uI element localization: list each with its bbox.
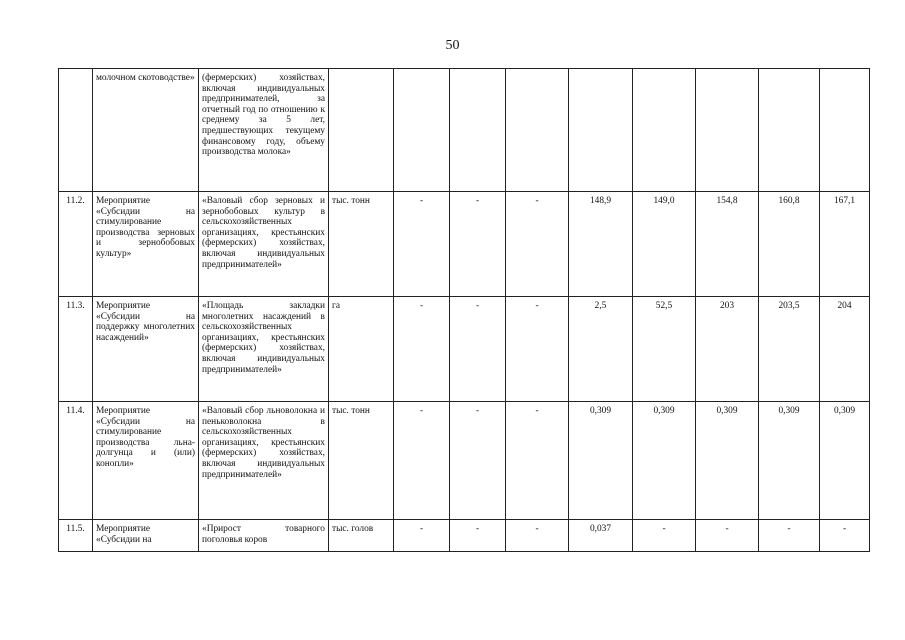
value-cell: 160,8 [759,192,820,297]
value-cell: 203,5 [759,297,820,402]
value-cell: 203 [696,297,759,402]
value-cell: - [506,192,569,297]
indicators-table [58,68,870,552]
value-cell [633,69,696,192]
indicator-name: «Валовый сбор зерновых и зернобобовых культур в сельскохозяйственных организациях, крестьянских (фермерских) хозяйствах, включая индивидуальных предпринимателей» [199,192,329,297]
measure-name: Мероприятие «Субсидии на стимулирование производства зерновых и зернобобовых культур» [93,192,199,297]
indicator-name: (фермерских) хозяйствах, включая индивидуальных предпринимателей, за отчетный год по отношению к среднему за 5 лет, предшествующих текущему финансовому году, объему производства молока» [199,69,329,192]
table-row [59,402,870,520]
value-cell: - [506,402,569,520]
row-number [59,69,93,192]
value-cell: 154,8 [696,192,759,297]
unit-of-measure: га [329,297,394,402]
value-cell: - [696,520,759,552]
value-cell: 0,309 [569,402,633,520]
value-cell: - [450,520,506,552]
value-cell: - [450,402,506,520]
value-cell: 52,5 [633,297,696,402]
value-cell [820,69,870,192]
indicator-name: «Прирост товарного поголовья коров [199,520,329,552]
value-cell: - [633,520,696,552]
value-cell: 0,309 [820,402,870,520]
value-cell: - [394,297,450,402]
value-cell: 204 [820,297,870,402]
unit-of-measure: тыс. голов [329,520,394,552]
table-row [59,520,870,552]
row-number: 11.2. [59,192,93,297]
value-cell [450,69,506,192]
value-cell: 149,0 [633,192,696,297]
value-cell [394,69,450,192]
unit-of-measure: тыс. тонн [329,192,394,297]
value-cell: - [394,192,450,297]
value-cell: - [394,402,450,520]
value-cell [696,69,759,192]
table-row [59,192,870,297]
value-cell [569,69,633,192]
indicator-name: «Валовый сбор льноволокна и пеньковолокна в сельскохозяйственных организациях, крестьянских (фермерских) хозяйствах, включая индивидуальных предпринимателей» [199,402,329,520]
value-cell: - [450,297,506,402]
unit-of-measure: тыс. тонн [329,402,394,520]
value-cell: 0,309 [696,402,759,520]
measure-name: Мероприятие «Субсидии на поддержку многолетних насаждений» [93,297,199,402]
value-cell: 167,1 [820,192,870,297]
page-number: 50 [445,38,460,53]
value-cell: 0,037 [569,520,633,552]
value-cell: - [506,297,569,402]
value-cell: - [450,192,506,297]
measure-name: Мероприятие «Субсидии на [93,520,199,552]
indicator-name: «Площадь закладки многолетних насаждений в сельскохозяйственных организациях, крестьянских (фермерских) хозяйствах, включая индивидуальных предпринимателей» [199,297,329,402]
value-cell: 0,309 [759,402,820,520]
value-cell: - [759,520,820,552]
row-number: 11.3. [59,297,93,402]
value-cell [506,69,569,192]
row-number: 11.5. [59,520,93,552]
value-cell [759,69,820,192]
table-row [59,69,870,192]
value-cell: - [394,520,450,552]
value-cell: 2,5 [569,297,633,402]
value-cell: 0,309 [633,402,696,520]
measure-name: молочном скотоводстве» [93,69,199,192]
value-cell: - [820,520,870,552]
unit-of-measure [329,69,394,192]
row-number: 11.4. [59,402,93,520]
value-cell: 148,9 [569,192,633,297]
measure-name: Мероприятие «Субсидии на стимулирование производства льна-долгунца и (или) конопли» [93,402,199,520]
table-row [59,297,870,402]
value-cell: - [506,520,569,552]
